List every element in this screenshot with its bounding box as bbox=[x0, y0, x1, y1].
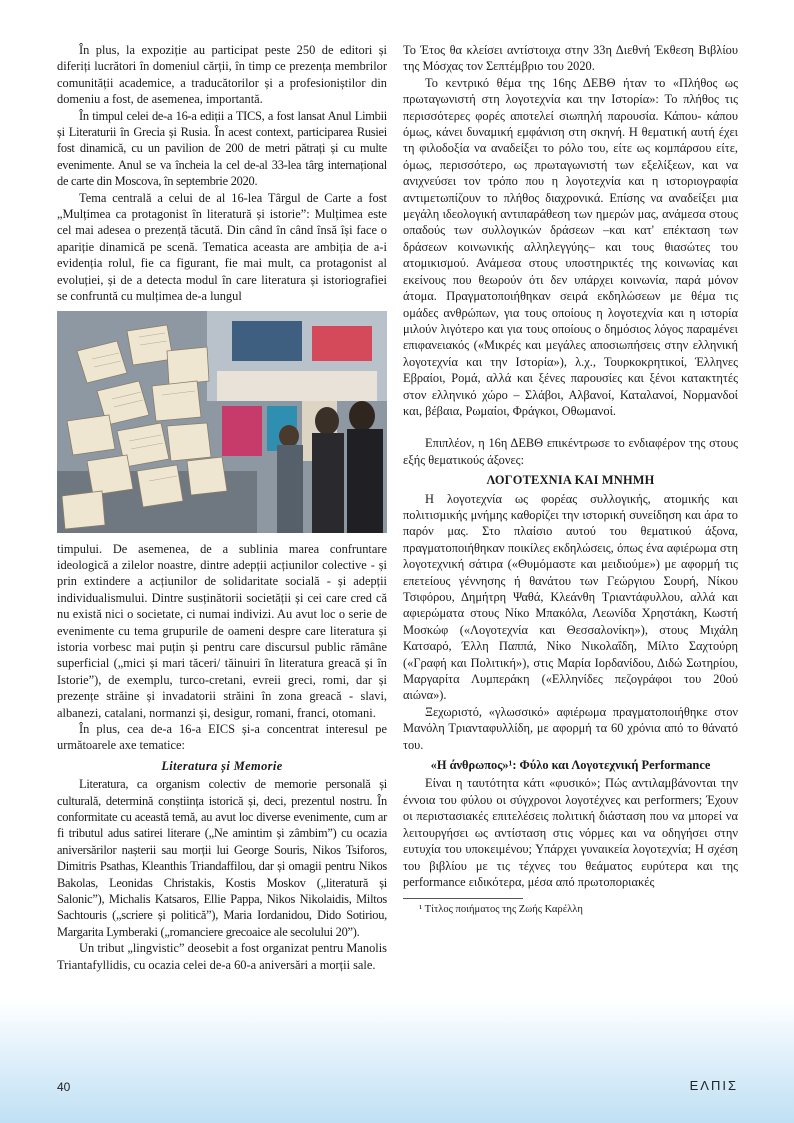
page-number: 40 bbox=[57, 1080, 71, 1094]
right-paragraph-2: Το κεντρικό θέμα της 16ης ΔΕΒΘ ήταν το «Πλήθος ως πρωταγωνιστή στη λογοτεχνία και την Ιστορία»: Το πλήθος τις περισσότερες φορές αποτελεί σιωπηλή παρουσία. Κάπου- κάπου όμως, κάνει δυναμική εμφάνιση στη σκηνή. Η θεματική αυτή έχει τη φιλοδοξία να αναδείξει το ρόλο του, είτε ως κομπάρσου είτε, όμως, περισσότερο, ως πρωταγωνιστή των εξελίξεων, και να ανιχνεύσει τον τρόπο που η λογοτεχνία και η ιστοριογραφία αντιμετωπίζουν το πλήθος διαχρονικά. Επίσης να αναδείξει μια μεγάλη ιδεολογική αντιπαράθεση των ημερών μας, ανάμεσα στους οπαδούς των συλλογικών δράσεων –και κατ' επέκταση των δράσεων κοινωνικής αλληλεγγύης– και τους θιασώτες του ατομικισμού. Ανάμεσα στους υποστηρικτές της κοινωνίας και εκείνους που θεωρούν ότι δεν υπάρχει κοινωνία, παρά μόνον άτομα. Πραγματοποιήθηκαν σειρά εκδηλώσεων με θέμα τις ομάδες ανθρώπων, για τους οποίους η λογοτεχνία και η ιστορία μιλούν λιγότερο και για τους οποίους ο δημόσιος λόγος παραμένει επιφανειακός («Μικρές και μεγάλες αποσιωπήσεις στην ελληνική λογοτεχνία και την Ιστορία»), λ.χ., Τουρκοκρητικοί, Έλληνες Εβραίοι, Ρομά, αλλά και ξένες παρουσίες και ξένοι κατακτητές στον ελληνικό χώρο – Σλάβοι, Αλβανοί, Καταλανοί, Νορμανδοί και, βέβαια, Ρωμαίοι, Φράγκοι, Οθωμανοί. bbox=[403, 75, 738, 418]
left-paragraph-2: În timpul celei de-a 16-a ediții a TICS, a fost lansat Anul Limbii și Literaturii în Grecia și Rusia. În acest context, participarea Rusiei fost dinamică, cu un pavilion de 200 de metri pătrați și cu multe evenimente. Anul se va încheia la cel de-al 33-lea târg internațional de carte din Moscova, în septembrie 2020. bbox=[57, 108, 387, 189]
left-paragraph-3-continued: timpului. De asemenea, de a sublinia marea confruntare ideologică a zilelor noastre, dintre adepții acțiunilor colective - și prin extindere a acțiunilor de solidaritate socială - și adepții individualismului. Dintre susținătorii societății și cei care cred că nu există nici o societate, ci numai indivizi. Au avut loc o serie de evenimente cu tema grupurile de oameni despre care literatura și istoria vorbesc mai puțin și pentru care discursul public rămâne superficial („mici și mari tăceri/ tăinuiri în literatura greacă și în Istorie”), de exemplu, turco-cretani, evreii greci, romi, dar și prezențe străine și invadatorii străini în zona greacă - slavi, albanezi, catalani, normanzi și, desigur, romani, franci, otomani. bbox=[57, 541, 387, 720]
footnote: ¹ Τίτλος ποιήματος της Ζωής Καρέλλη bbox=[419, 904, 583, 916]
left-paragraph-3: Tema centrală a celui de al 16-lea Târgul de Carte a fost „Mulțimea ca protagonist în literatură și istorie”: Mulțimea este cel mai adesea o prezență tăcută. Din când în când însă își face o apariție dinamică pe scenă. Tematica aceasta are ambiția de a-i evidenția rolul, fie ca figurant, fie mai mult, ca protagonist al evoluției, și de a detecta modul în care literatura și istoriografiei se confruntă cu mulțimea de-a lungul bbox=[57, 190, 387, 304]
right-section-heading-memory: ΛΟΓΟΤΕΧΝΙΑ ΚΑΙ ΜΝΗΜΗ bbox=[486, 473, 655, 488]
paragraph-spacer bbox=[403, 419, 738, 435]
left-paragraph-6: Un tribut „lingvistic” deosebit a fost organizat pentru Manolis Triantafyllidis, cu ocazia celei de-a 60-a aniversări a morții sale. bbox=[57, 941, 387, 972]
right-paragraph-4: Η λογοτεχνία ως φορέας συλλογικής, ατομικής και πολιτισμικής μνήμης καθορίζει την ιστορική συνείδηση και άρα το παρόν μας. Στο πλαίσιο αυτού του θεματικού άξονα, πραγματοποιήθηκαν ποικίλες εκδηλώσεις, όπως ένα αφιέρωμα στη λογοτεχνική σάτιρα («Θυμόμαστε και μειδιούμε») με αφορμή τις επετείους γέννησης ή θανάτου των Γεώργιου Σουρή, Νίκου Τσιφόρου, Δημήτρη Ψαθά, Κλεάνθη Τριαντάφυλλου, αλλά και αφιερώματα στους Νίκο Μπακόλα, Λεωνίδα Χρηστάκη, Κωστή Μοσκώφ («Λογοτεχνία και Θεσσαλονίκη»), στους Μιχάλη Κατσαρό, Έλλη Παππά, Νίκο Νικολαΐδη, Μίλτο Σαχτούρη («Γραφή και Πολιτική»), στις Μαρία Ιορδανίδου, Διδώ Σωτηρίου, Μαργαρίτα Λυμπεράκη («Ελληνίδες πεζογράφοι του 20ού αιώνα»). bbox=[403, 491, 738, 703]
right-column bbox=[403, 42, 738, 916]
left-column bbox=[57, 42, 387, 973]
right-section-heading-gender: «Η άνθρωπος»¹: Φύλο και Λογοτεχνική Performance bbox=[430, 758, 711, 773]
book-fair-illustration bbox=[57, 311, 387, 533]
left-paragraph-4: În plus, cea de-a 16-a EICS și-a concentrat interesul pe următoarele axe tematice: bbox=[57, 721, 387, 753]
left-section-heading: Literatura și Memorie bbox=[161, 758, 283, 773]
right-paragraph-6: Είναι η ταυτότητα κάτι «φυσικό»; Πώς αντιλαμβάνονται την έννοια του φύλου οι σύγχρονοι λογοτέχνες και performers; Έχουν οι περιστασιακές επιτελέσεις πολιτική διάσταση που να μπορεί να λειτουργήσει ως αντίσταση στις νόρμες και να οδηγήσει στην ευτυχία του υποκειμένου; Υπάρχει γυναικεία λογοτεχνία; Η σχέση του βιβλίου με τις τέχνες του θεάματος ευρύτερα και της performance ειδικότερα, μέσα από πρωτοποριακές bbox=[403, 776, 738, 889]
left-paragraph-5: Literatura, ca organism colectiv de memorie personală și culturală, determină conștiința istorică și, deci, prezentul nostru. În conformitate cu această temă, au avut loc diverse evenimente, cum ar fi tributul adus satirei literare („Ne amintim și zâmbim”) cu ocazia aniversărilor nașterii sau morții lui George Souris, Nikos Tsiforos, Dimitris Psathas, Kleanthis Triandaffilou, dar și omagii pentru Nikos Bakolas, Leonidas Christakis, Kostis Moskov („literatură și Salonic”), Michalis Katsaros, Ellie Pappa, Nikos Nikolaidis, Miltos Sachtouris („scriere și politică”), Maria Iordanidou, Dido Sotiriou, Margarita Lymberaki („romanciere grecoaice ale secolului 20”). bbox=[57, 777, 387, 939]
book-fair-photo bbox=[57, 311, 387, 533]
page-bottom-gradient bbox=[0, 1000, 794, 1123]
left-paragraph-1: În plus, la expoziție au participat peste 250 de editori și diferiți lucrători în domeniul cărții, în timp ce prezența membrilor comunității academice, a traducătorilor și a profesioniștilor din domeniu a fost, de asemenea, importantă. bbox=[57, 43, 387, 107]
right-paragraph-5: Ξεχωριστό, «γλωσσικό» αφιέρωμα πραγματοποιήθηκε στον Μανόλη Τριανταφυλλίδη, με αφορμή τα 60 χρόνια από το θάνατό του. bbox=[403, 704, 738, 752]
magazine-name: ΕΛΠΙΣ bbox=[689, 1078, 738, 1093]
footnote-divider bbox=[403, 898, 523, 899]
right-paragraph-3: Επιπλέον, η 16η ΔΕΒΘ επικέντρωσε το ενδιαφέρον της στους εξής θεματικούς άξονες: bbox=[403, 436, 738, 467]
right-paragraph-1: Το Έτος θα κλείσει αντίστοιχα στην 33η Διεθνή Έκθεση Βιβλίου της Μόσχας τον Σεπτέμβριο του 2020. bbox=[403, 43, 738, 74]
